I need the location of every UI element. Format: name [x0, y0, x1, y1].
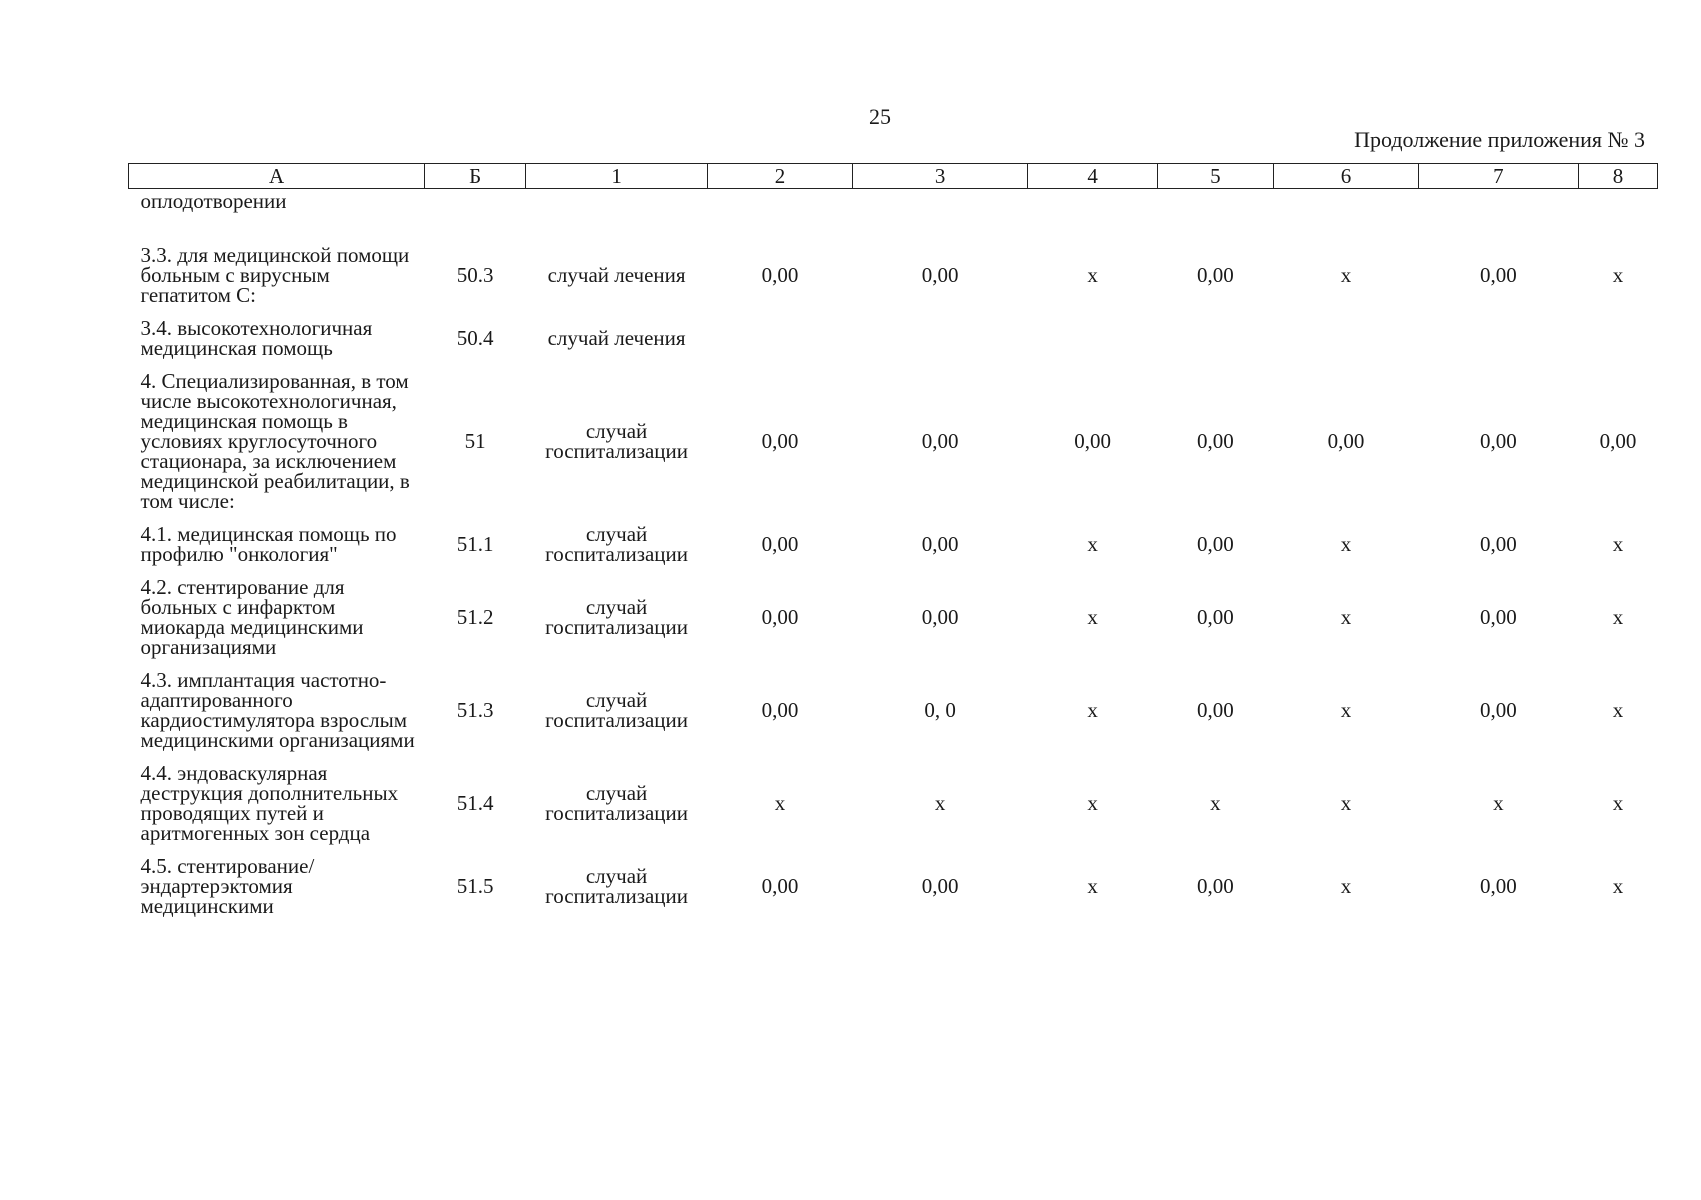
- row-value-6: х: [1340, 698, 1352, 722]
- row-value-8: х: [1612, 874, 1624, 898]
- row-value-3: [852, 189, 1027, 236]
- col-header-7: 7: [1418, 164, 1578, 189]
- row-value-8: [1578, 189, 1657, 236]
- row-unit: случай госпитализации: [545, 864, 689, 908]
- table-body: [129, 189, 1658, 920]
- row-name: 3.3. для медицинской помощи больным с вирусным гепатитом С:: [140, 243, 410, 307]
- row-value-5: [1157, 189, 1273, 236]
- row-value-4: х: [1087, 791, 1098, 815]
- row-value-7: [1418, 308, 1578, 361]
- row-value-4: 0,00: [1074, 429, 1111, 453]
- table-row: [129, 514, 1658, 567]
- row-value-3: 0,00: [921, 263, 959, 287]
- row-value-7: х: [1493, 791, 1504, 815]
- row-value-4: х: [1087, 605, 1098, 629]
- row-value-4: х: [1087, 874, 1098, 898]
- col-header-4: 4: [1028, 164, 1157, 189]
- row-value-7: 0,00: [1480, 605, 1517, 629]
- row-value-4: [1028, 308, 1157, 361]
- continuation-label: Продолжение приложения № 3: [1354, 127, 1645, 152]
- row-code: 51.3: [456, 698, 494, 722]
- row-code: 50.4: [456, 326, 494, 350]
- table-row: [129, 567, 1658, 660]
- row-value-5: х: [1210, 791, 1221, 815]
- table-row: [129, 660, 1658, 753]
- row-value-3: 0, 0: [924, 698, 956, 722]
- table-row: [129, 189, 1658, 236]
- row-value-2: 0,00: [761, 874, 799, 898]
- row-value-2: 0,00: [761, 532, 799, 556]
- col-header-2: 2: [708, 164, 853, 189]
- data-table: [128, 163, 1658, 919]
- col-header-3: 3: [852, 164, 1027, 189]
- row-name: оплодотворении: [140, 189, 287, 213]
- row-unit: случай госпитализации: [545, 595, 689, 639]
- row-name: 4.1. медицинская помощь по профилю "онкология": [140, 522, 397, 566]
- row-unit: случай госпитализации: [545, 688, 689, 732]
- row-value-4: х: [1087, 532, 1098, 556]
- col-header-b: Б: [425, 164, 526, 189]
- row-code: 50.3: [456, 263, 494, 287]
- row-value-8: х: [1612, 605, 1624, 629]
- table-row: [129, 308, 1658, 361]
- row-value-3: х: [934, 791, 946, 815]
- row-value-7: [1418, 189, 1578, 236]
- page-number: 25: [869, 104, 891, 129]
- row-unit: случай госпитализации: [545, 781, 689, 825]
- col-header-8: 8: [1578, 164, 1657, 189]
- row-code: [425, 189, 526, 236]
- row-name: 4.3. имплантация частотно-адаптированного кардиостимулятора взрослым медицинскими организациями: [140, 668, 415, 752]
- row-value-3: 0,00: [921, 532, 959, 556]
- row-code: 51.2: [456, 605, 494, 629]
- table-row: [129, 753, 1658, 846]
- row-unit: случай лечения: [547, 326, 686, 350]
- row-value-5: 0,00: [1197, 874, 1234, 898]
- row-code: 51.5: [456, 874, 494, 898]
- row-value-4: [1028, 189, 1157, 236]
- row-value-3: 0,00: [921, 605, 959, 629]
- row-value-3: 0,00: [921, 874, 959, 898]
- row-name: 4.5. стентирование/ эндартерэктомия медицинскими: [140, 854, 315, 918]
- row-name: 4.2. стентирование для больных с инфарктом миокарда медицинскими организациями: [140, 575, 364, 659]
- row-value-6: х: [1340, 791, 1352, 815]
- row-name: 3.4. высокотехнологичная медицинская помощь: [140, 316, 373, 360]
- row-value-7: 0,00: [1480, 874, 1517, 898]
- row-value-2: х: [774, 791, 786, 815]
- row-value-6: х: [1340, 874, 1352, 898]
- row-unit: случай госпитализации: [545, 419, 689, 463]
- row-value-7: 0,00: [1480, 263, 1517, 287]
- row-unit: [526, 189, 708, 236]
- row-value-2: 0,00: [761, 605, 799, 629]
- row-value-8: х: [1612, 532, 1624, 556]
- row-name: 4.4. эндоваскулярная деструкция дополнительных проводящих путей и аритмогенных зон сердца: [140, 761, 399, 845]
- row-value-6: [1274, 189, 1419, 236]
- row-value-5: 0,00: [1197, 263, 1234, 287]
- row-value-8: [1578, 308, 1657, 361]
- row-value-8: х: [1612, 698, 1624, 722]
- row-unit: случай лечения: [547, 263, 686, 287]
- table-row: [129, 235, 1658, 308]
- row-value-3: [852, 308, 1027, 361]
- row-value-2: 0,00: [761, 698, 799, 722]
- col-header-a: А: [129, 164, 425, 189]
- row-value-7: 0,00: [1480, 698, 1517, 722]
- row-name: 4. Специализированная, в том числе высокотехнологичная, медицинская помощь в условиях круглосуточного стационара, за исключением медицинской реабилитации, в том числе:: [140, 369, 410, 513]
- row-value-5: [1157, 308, 1273, 361]
- table-row: [129, 846, 1658, 919]
- row-value-2: 0,00: [761, 263, 799, 287]
- row-value-5: 0,00: [1197, 532, 1234, 556]
- row-value-8: х: [1612, 791, 1624, 815]
- row-value-4: х: [1087, 263, 1098, 287]
- col-header-6: 6: [1274, 164, 1419, 189]
- row-value-4: х: [1087, 698, 1098, 722]
- row-value-6: х: [1340, 605, 1352, 629]
- row-value-7: 0,00: [1480, 429, 1517, 453]
- row-unit: случай госпитализации: [545, 522, 689, 566]
- row-value-6: 0,00: [1327, 429, 1365, 453]
- row-value-8: 0,00: [1599, 429, 1637, 453]
- row-value-2: 0,00: [761, 429, 799, 453]
- row-value-5: 0,00: [1197, 698, 1234, 722]
- row-value-7: 0,00: [1480, 532, 1517, 556]
- col-header-5: 5: [1157, 164, 1273, 189]
- row-value-8: х: [1612, 263, 1624, 287]
- col-header-1: 1: [526, 164, 708, 189]
- row-value-6: [1274, 308, 1419, 361]
- row-value-6: х: [1340, 532, 1352, 556]
- row-value-5: 0,00: [1197, 429, 1234, 453]
- row-value-2: [708, 189, 853, 236]
- row-value-6: х: [1340, 263, 1352, 287]
- row-code: 51.1: [456, 532, 494, 556]
- row-code: 51.4: [456, 791, 494, 815]
- row-value-5: 0,00: [1197, 605, 1234, 629]
- row-value-3: 0,00: [921, 429, 959, 453]
- row-code: 51: [464, 429, 486, 453]
- table-header-row: [129, 164, 1658, 189]
- row-value-2: [708, 308, 853, 361]
- table-row: [129, 361, 1658, 514]
